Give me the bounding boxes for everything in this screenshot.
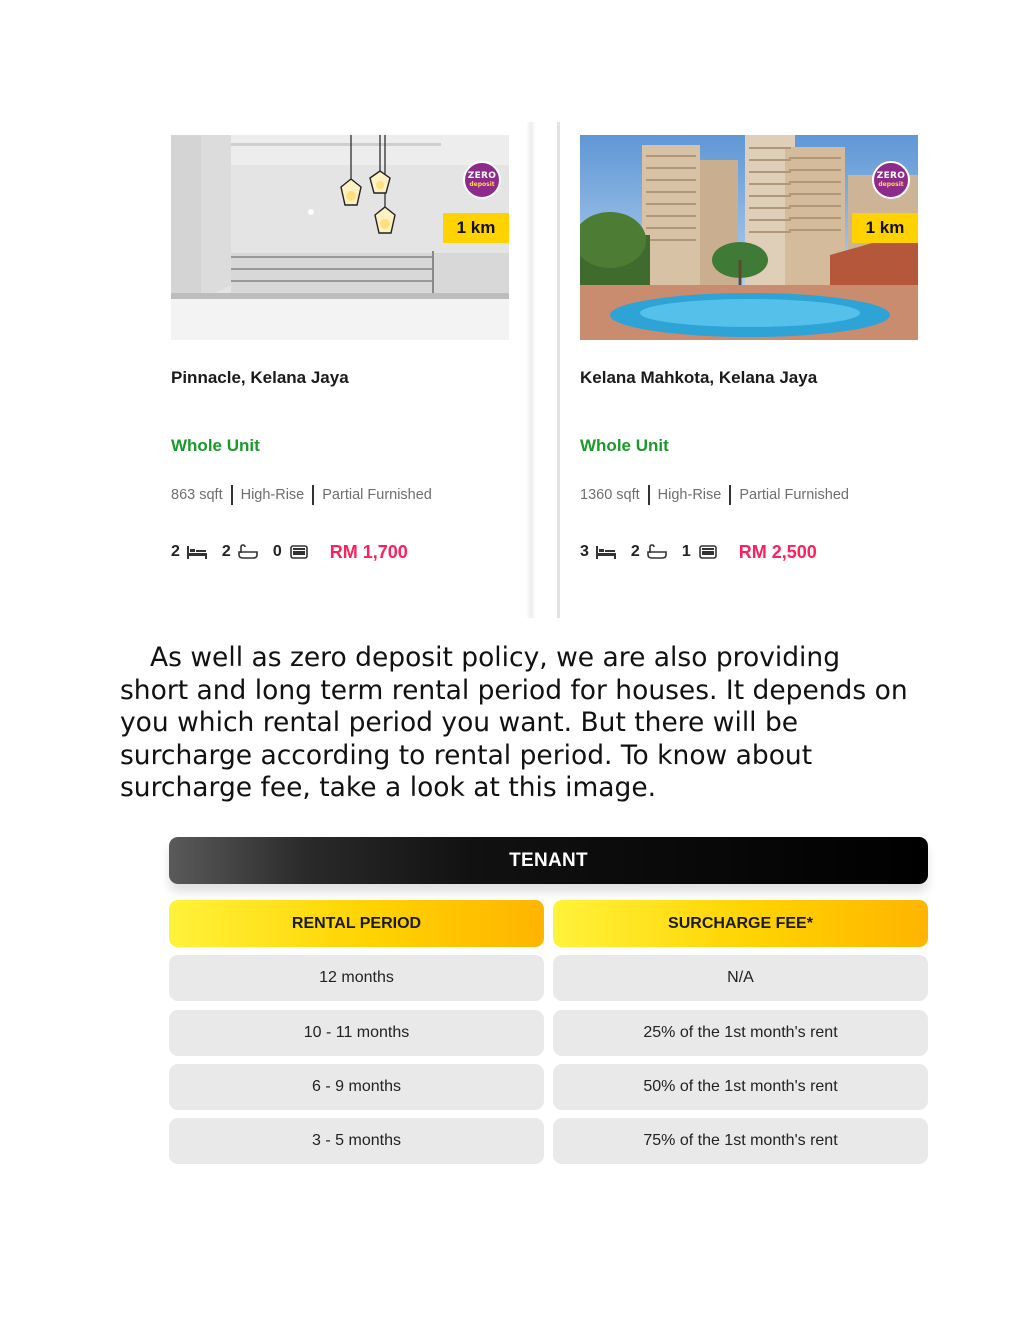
- parking-count: 0: [272, 543, 282, 560]
- rental-period-cell: 12 months: [169, 955, 544, 1001]
- body-paragraph: As well as zero deposit policy, we are also providing short and long term rental period for houses. It depends on you which rental period you want. But there will be surcharge according to rental period. To know about surcharge fee, take a look at this image.: [120, 642, 908, 803]
- bedroom-count: 3: [580, 543, 589, 560]
- surcharge-fee-cell: 75% of the 1st month's rent: [553, 1118, 928, 1164]
- listing-price: RM 2,500: [738, 541, 817, 562]
- listing-divider: [557, 122, 560, 618]
- listing-facilities: [171, 540, 408, 564]
- distance-badge: 1 km: [443, 213, 509, 243]
- listing-specs: [171, 485, 432, 505]
- tenant-header: TENANT: [169, 837, 928, 884]
- bathtub-icon: [646, 544, 668, 560]
- floor-size: 1360 sqft: [580, 487, 640, 503]
- listing-photo[interactable]: [580, 135, 918, 340]
- unit-type: Whole Unit: [171, 436, 260, 455]
- zero-deposit-badge: ZERO deposit: [872, 161, 910, 199]
- zero-deposit-badge: ZERO deposit: [463, 161, 501, 199]
- surcharge-fee-cell: N/A: [553, 955, 928, 1001]
- unit-type: Whole Unit: [580, 436, 669, 455]
- furnishing: Partial Furnished: [739, 487, 849, 503]
- surcharge-fee-cell: 25% of the 1st month's rent: [553, 1010, 928, 1056]
- spec-separator: [648, 485, 650, 505]
- spec-separator: [231, 485, 233, 505]
- listing-title[interactable]: Pinnacle, Kelana Jaya: [171, 368, 349, 387]
- building-type: High-Rise: [240, 487, 305, 503]
- listing-divider-shadow: [526, 122, 536, 618]
- listing-photo[interactable]: [171, 135, 509, 340]
- building-type: High-Rise: [657, 487, 722, 503]
- rental-period-cell: 10 - 11 months: [169, 1010, 544, 1056]
- rental-period-cell: 6 - 9 months: [169, 1064, 544, 1110]
- listing-price: RM 1,700: [329, 541, 408, 562]
- bathroom-count: 2: [221, 543, 231, 560]
- bed-icon: [186, 544, 208, 560]
- parking-count: 1: [681, 543, 691, 560]
- rental-period-cell: 3 - 5 months: [169, 1118, 544, 1164]
- distance-badge: 1 km: [852, 213, 918, 243]
- spec-separator: [729, 485, 731, 505]
- surcharge-fee-header: SURCHARGE FEE*: [553, 900, 928, 947]
- car-icon: [288, 544, 310, 560]
- floor-size: 863 sqft: [171, 487, 223, 503]
- furnishing: Partial Furnished: [322, 487, 432, 503]
- car-icon: [697, 544, 719, 560]
- bathroom-count: 2: [630, 543, 640, 560]
- listing-specs: [580, 485, 849, 505]
- bed-icon: [595, 544, 617, 560]
- listing-facilities: [580, 540, 817, 564]
- surcharge-fee-cell: 50% of the 1st month's rent: [553, 1064, 928, 1110]
- rental-period-header: RENTAL PERIOD: [169, 900, 544, 947]
- spec-separator: [312, 485, 314, 505]
- bedroom-count: 2: [171, 543, 180, 560]
- listing-card[interactable]: [580, 135, 918, 605]
- bathtub-icon: [237, 544, 259, 560]
- listing-card[interactable]: [171, 135, 509, 605]
- listing-title[interactable]: Kelana Mahkota, Kelana Jaya: [580, 368, 818, 387]
